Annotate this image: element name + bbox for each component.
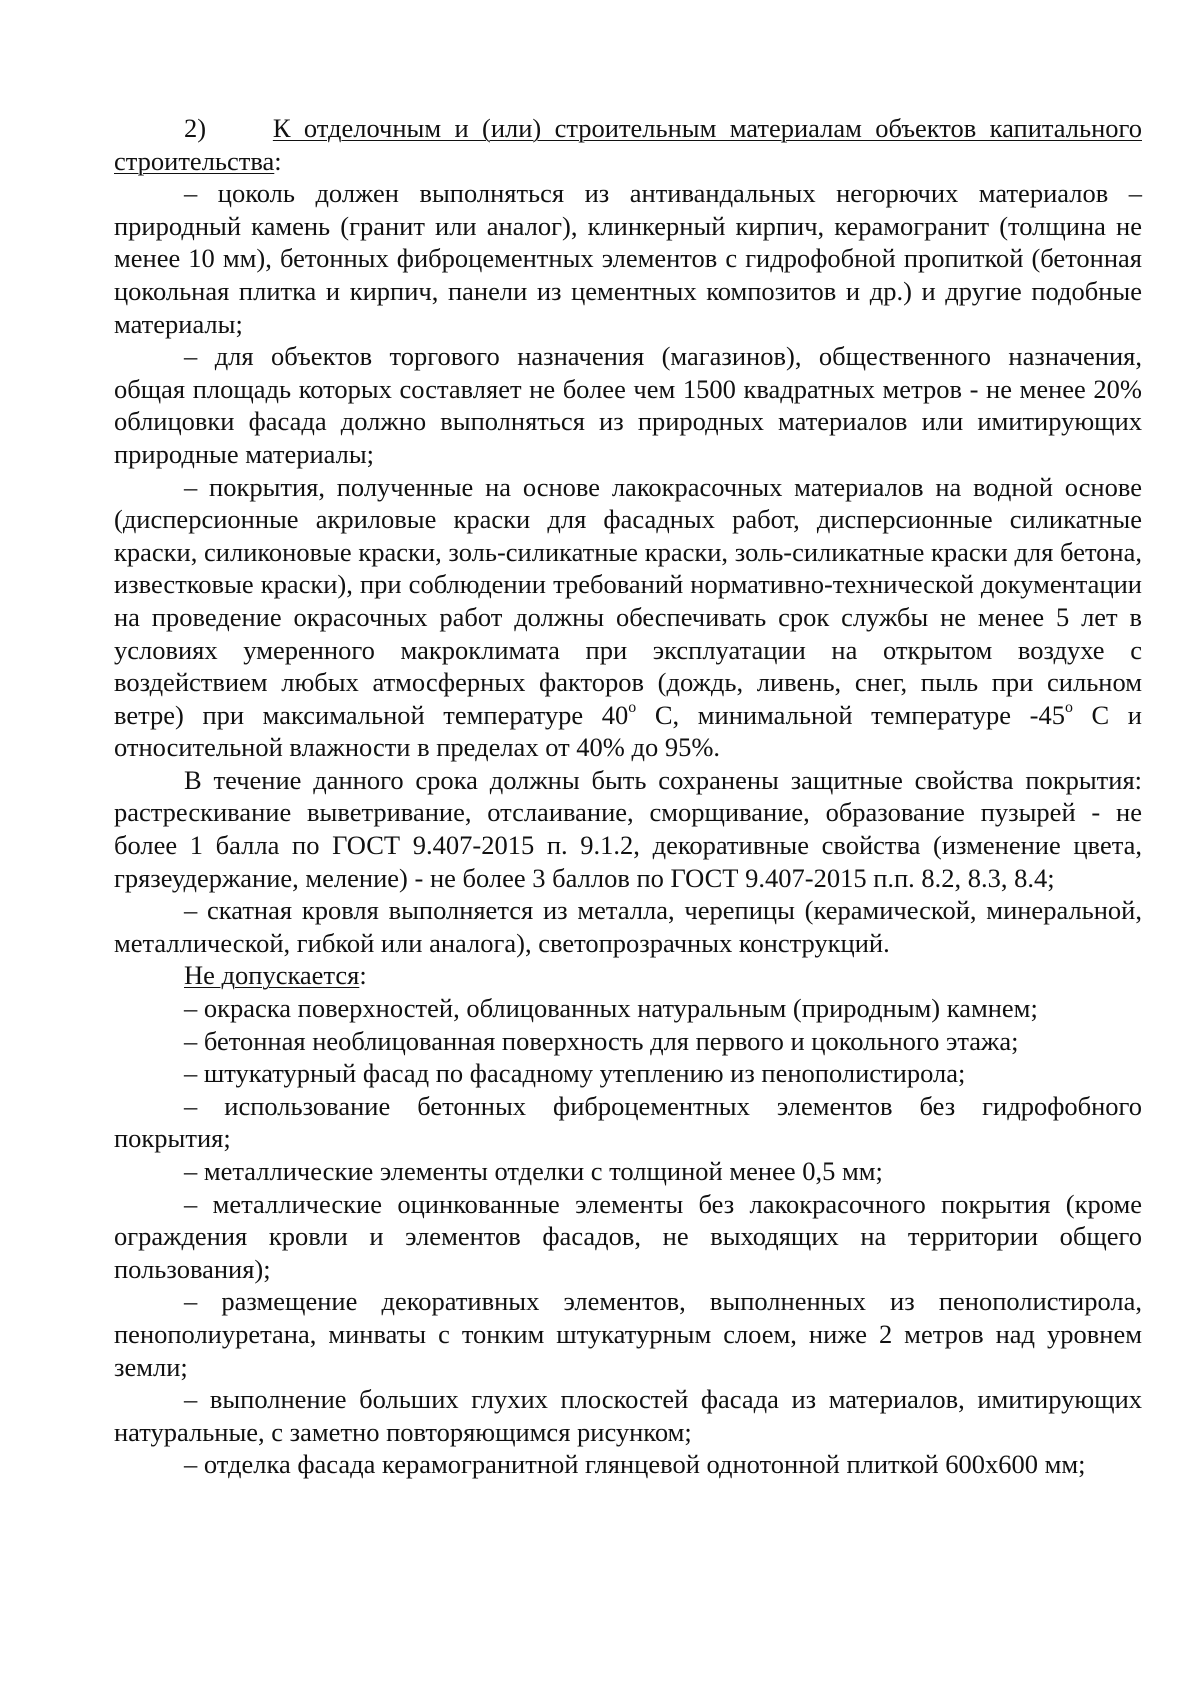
- section-title: К отделочным и (или) строительным материалам объектов капитального строительства: [114, 113, 1142, 176]
- coatings-text-part-2: С, минимальной температуре -45: [636, 699, 1065, 730]
- prohibited-item: – штукатурный фасад по фасадному утеплению из пенополистирола;: [184, 1058, 966, 1089]
- coatings-text-part-3: С и относительной влажности в пределах от 40% до 95%.: [114, 699, 1142, 763]
- section-heading: [114, 112, 1142, 177]
- coatings-text-part-1: – покрытия, полученные на основе лакокрасочных материалов на водной основе (дисперсионные акриловые краски для фасадных работ, дисперсионные силикатные краски, силиконовые краски, золь-силикатные краски, золь-силикатные краски для бетона, известковые краски), при соблюдении требований нормативно-технической документации на проведение окрасочных работ должны обеспечивать срок службы не менее 5 лет в условиях умеренного макроклимата при эксплуатации на открытом воздухе с воздействием любых атмосферных факторов (дождь, ливень, снег, пыль при сильном ветре) при максимальной температуре 40: [114, 471, 1142, 730]
- prohibited-heading: [114, 959, 1142, 992]
- degree-mark-max: о: [628, 698, 637, 716]
- prohibited-item: – отделка фасада керамогранитной глянцевой однотонной плиткой 600х600 мм;: [184, 1449, 1086, 1480]
- prohibited-item: – металлические оцинкованные элементы без лакокрасочного покрытия (кроме ограждения кровли и элементов фасадов, не выходящих на территории общего пользования);: [114, 1188, 1142, 1284]
- prohibited-item: – окраска поверхностей, облицованных натуральным (природным) камнем;: [184, 993, 1038, 1024]
- requirement-roof: – скатная кровля выполняется из металла, черепицы (керамической, минеральной, металлической, гибкой или аналога), светопрозрачных конструкций.: [114, 895, 1142, 958]
- prohibited-item: – размещение декоративных элементов, выполненных из пенополистирола, пенополиуретана, минваты с тонким штукатурным слоем, ниже 2 метров над уровнем земли;: [114, 1286, 1142, 1382]
- requirement-coatings: [114, 471, 1142, 764]
- prohibited-item: – металлические элементы отделки с толщиной менее 0,5 мм;: [184, 1156, 883, 1186]
- section-number: 2): [184, 113, 207, 143]
- requirement-trade-buildings: – для объектов торгового назначения (магазинов), общественного назначения, общая площадь которых составляет не более чем 1500 квадратных метров - не менее 20% облицовки фасада должно выполняться из природных материалов или имитирующих природные материалы;: [114, 341, 1142, 469]
- prohibited-title-colon: :: [359, 960, 367, 991]
- prohibited-item: – бетонная необлицованная поверхность для первого и цокольного этажа;: [184, 1025, 1019, 1056]
- prohibited-item: – использование бетонных фиброцементных элементов без гидрофобного покрытия;: [114, 1090, 1142, 1154]
- section-title-colon: :: [274, 145, 282, 176]
- document-page: [114, 112, 1142, 1481]
- prohibited-title: Не допускается: [184, 960, 360, 991]
- term-paragraph: В течение данного срока должны быть сохранены защитные свойства покрытия: растрескивание выветривание, отслаивание, сморщивание, образование пузырей - не более 1 балла по ГОСТ 9.407-2015 п. 9.1.2, декоративные свойства (изменение цвета, грязеудержание, меление) - не более 3 баллов по ГОСТ 9.407-2015 п.п. 8.2, 8.3, 8.4;: [114, 764, 1142, 893]
- prohibited-item: – выполнение больших глухих плоскостей фасада из материалов, имитирующих натуральные, с заметно повторяющимся рисунком;: [114, 1384, 1142, 1447]
- degree-mark-min: о: [1064, 698, 1073, 716]
- requirement-plinth: – цоколь должен выполняться из антивандальных негорючих материалов – природный камень (гранит или аналог), клинкерный кирпич, керамогранит (толщина не менее 10 мм), бетонных фиброцементных элементов с гидрофобной пропиткой (бетонная цокольная плитка и кирпич, панели из цементных композитов и др.) и другие подобные материалы;: [114, 178, 1142, 339]
